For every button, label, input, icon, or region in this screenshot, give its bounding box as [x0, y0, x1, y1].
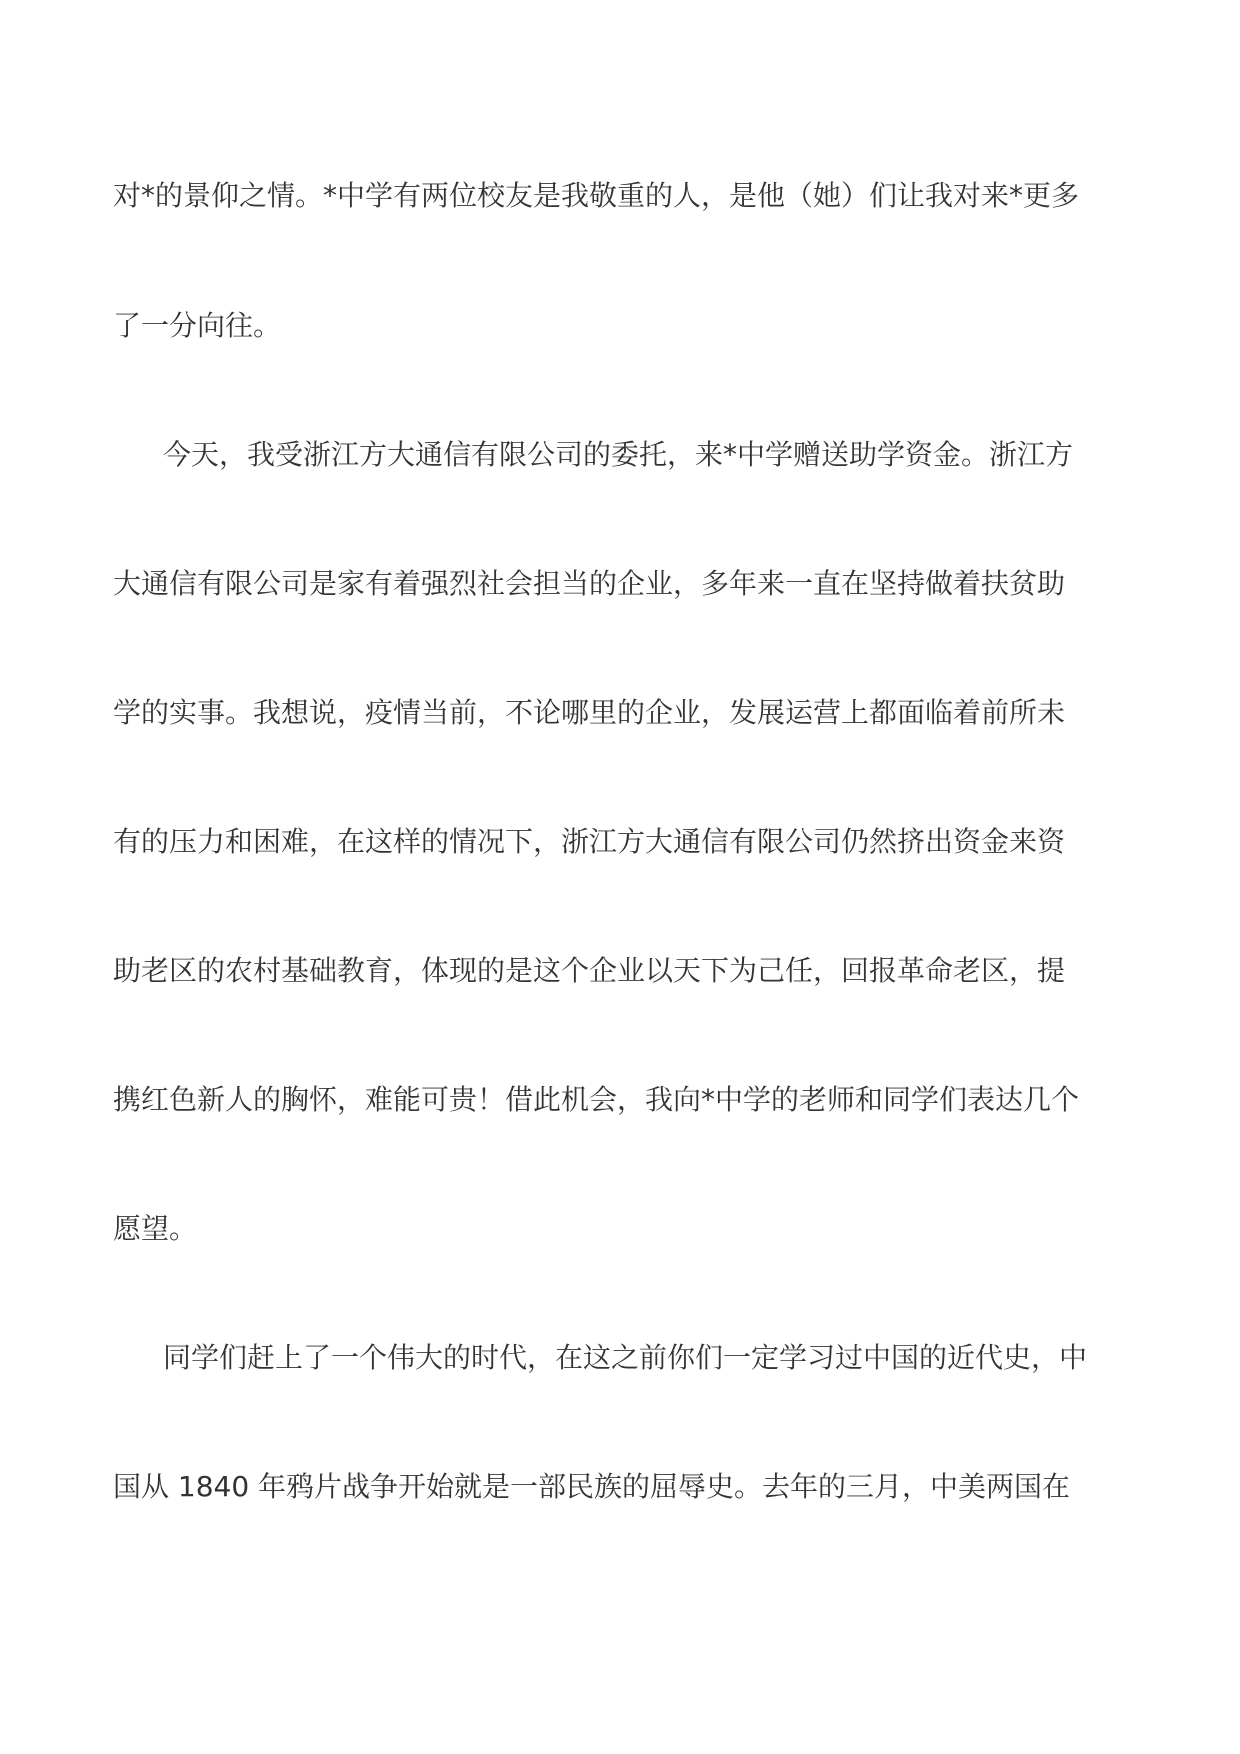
- paragraph-start-line: 同学们赶上了一个伟大的时代，在这之前你们一定学习过中国的近代史，中: [163, 1341, 1088, 1374]
- text-line: 携红色新人的胸怀，难能可贵！借此机会，我向*中学的老师和同学们表达几个: [113, 1083, 1080, 1116]
- text-line: 国从 1840 年鸦片战争开始就是一部民族的屈辱史。去年的三月，中美两国在: [113, 1470, 1071, 1503]
- text-line: 愿望。: [113, 1212, 198, 1245]
- text-line: 了一分向往。: [113, 309, 282, 342]
- text-line: 有的压力和困难，在这样的情况下，浙江方大通信有限公司仍然挤出资金来资: [113, 825, 1066, 858]
- text-line: 助老区的农村基础教育，体现的是这个企业以天下为己任，回报革命老区，提: [113, 954, 1066, 987]
- text-line: 大通信有限公司是家有着强烈社会担当的企业，多年来一直在坚持做着扶贫助: [113, 567, 1066, 600]
- paragraph-start-line: 今天，我受浙江方大通信有限公司的委托，来*中学赠送助学资金。浙江方: [163, 438, 1074, 471]
- text-line: 学的实事。我想说，疫情当前，不论哪里的企业，发展运营上都面临着前所未: [113, 696, 1066, 729]
- text-line: 对*的景仰之情。*中学有两位校友是我敬重的人，是他（她）们让我对来*更多: [113, 179, 1080, 212]
